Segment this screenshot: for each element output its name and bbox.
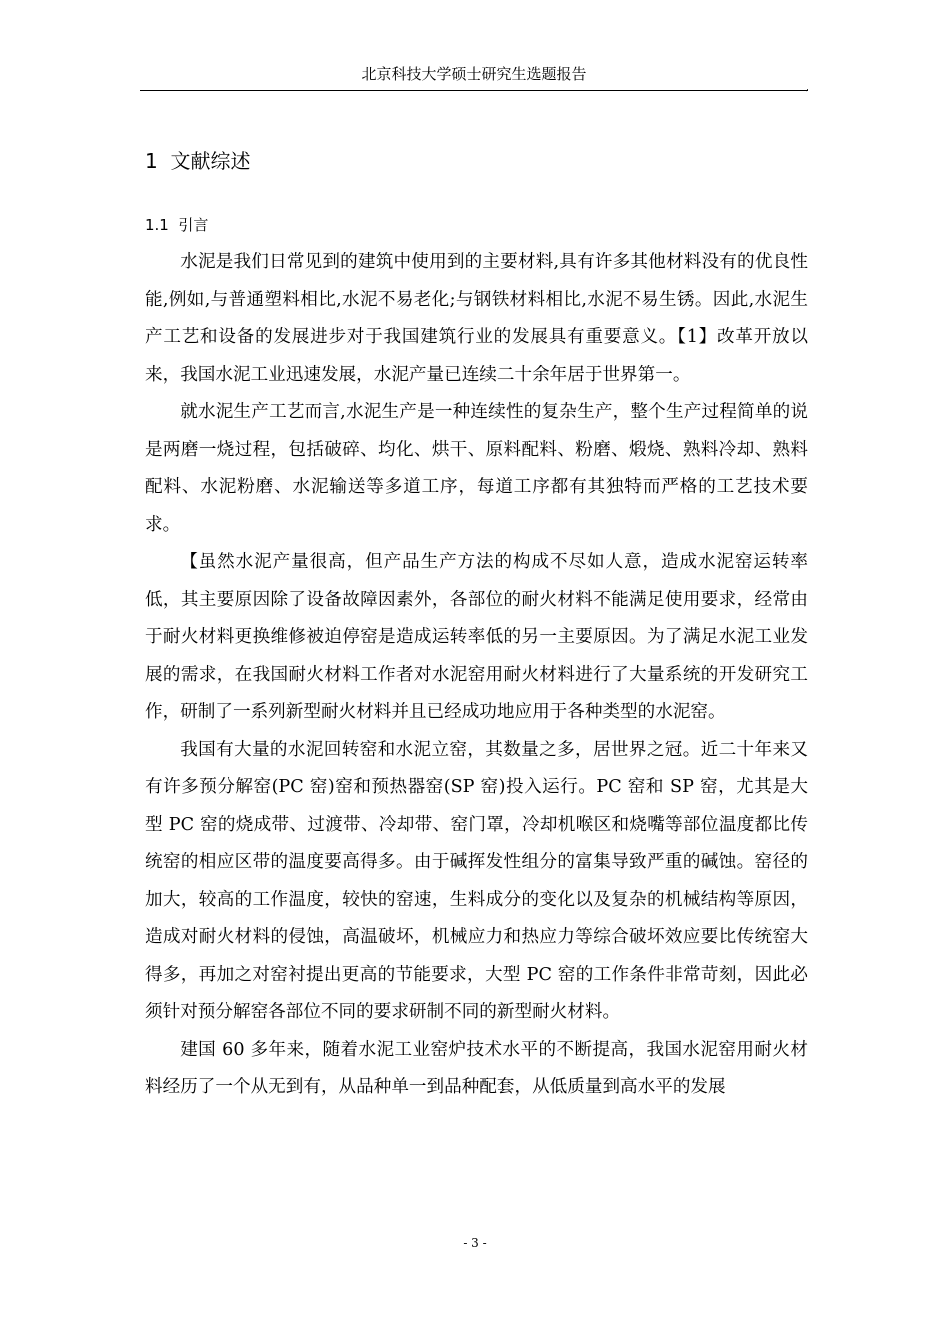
running-header: 北京科技大学硕士研究生选题报告 <box>361 65 587 83</box>
paragraph: 我国有大量的水泥回转窑和水泥立窑，其数量之多，居世界之冠。近二十年来又有许多预分解窑(PC 窑)窑和预热器窑(SP 窑)投入运行。PC 窑和 SP 窑，尤其是大型 PC 窑的烧成带、过渡带、冷却带、窑门罩，冷却机喉区和烧嘴等部位温度都比传统窑的相应区带的温度要高得多。由于碱挥发性组分的富集导致严重的碱蚀。窑径的加大，较高的工作温度，较快的窑速，生料成分的变化以及复杂的机械结构等原因，造成对耐火材料的侵蚀，高温破坏，机械应力和热应力等综合破坏效应要比传统窑大得多，再加之对窑衬提出更高的节能要求，大型 PC 窑的工作条件非常苛刻，因此必须针对预分解窑各部位不同的要求研制不同的新型耐火材料。 <box>145 739 808 1022</box>
paragraph: 水泥是我们日常见到的建筑中使用到的主要材料,具有许多其他材料没有的优良性能,例如,与普通塑料相比,水泥不易老化;与钢铁材料相比,水泥不易生锈。因此,水泥生产工艺和设备的发展进步对于我国建筑行业的发展具有重要意义。【1】改革开放以来，我国水泥工业迅速发展，水泥产量已连续二十余年居于世界第一。 <box>145 252 808 385</box>
section-heading <box>145 147 250 175</box>
section-number: 1 <box>145 149 158 173</box>
body-text <box>145 244 808 1107</box>
paragraph: 建国 60 多年来，随着水泥工业窑炉技术水平的不断提高，我国水泥窑用耐火材料经历了一个从无到有，从品种单一到品种配套，从低质量到高水平的发展 <box>145 1039 808 1097</box>
subsection-title: 引言 <box>178 216 209 234</box>
paragraph: 就水泥生产工艺而言,水泥生产是一种连续性的复杂生产，整个生产过程简单的说是两磨一烧过程，包括破碎、均化、烘干、原料配料、粉磨、煅烧、熟料冷却、熟料配料、水泥粉磨、水泥输送等多道工序，每道工序都有其独特而严格的工艺技术要求。 <box>145 402 808 535</box>
header-mark: , <box>806 83 809 93</box>
subsection-number: 1.1 <box>145 216 169 234</box>
header-rule <box>140 90 808 91</box>
subsection-heading <box>145 214 208 236</box>
page-number: - 3 - <box>463 1236 487 1250</box>
section-title: 文献综述 <box>170 149 251 173</box>
paragraph: 【虽然水泥产量很高，但产品生产方法的构成不尽如人意，造成水泥窑运转率低，其主要原因除了设备故障因素外，各部位的耐火材料不能满足使用要求，经常由于耐火材料更换维修被迫停窑是造成运转率低的另一主要原因。为了满足水泥工业发展的需求，在我国耐火材料工作者对水泥窑用耐火材料进行了大量系统的开发研究工作，研制了一系列新型耐火材料并且已经成功地应用于各种类型的水泥窑。 <box>145 552 808 722</box>
